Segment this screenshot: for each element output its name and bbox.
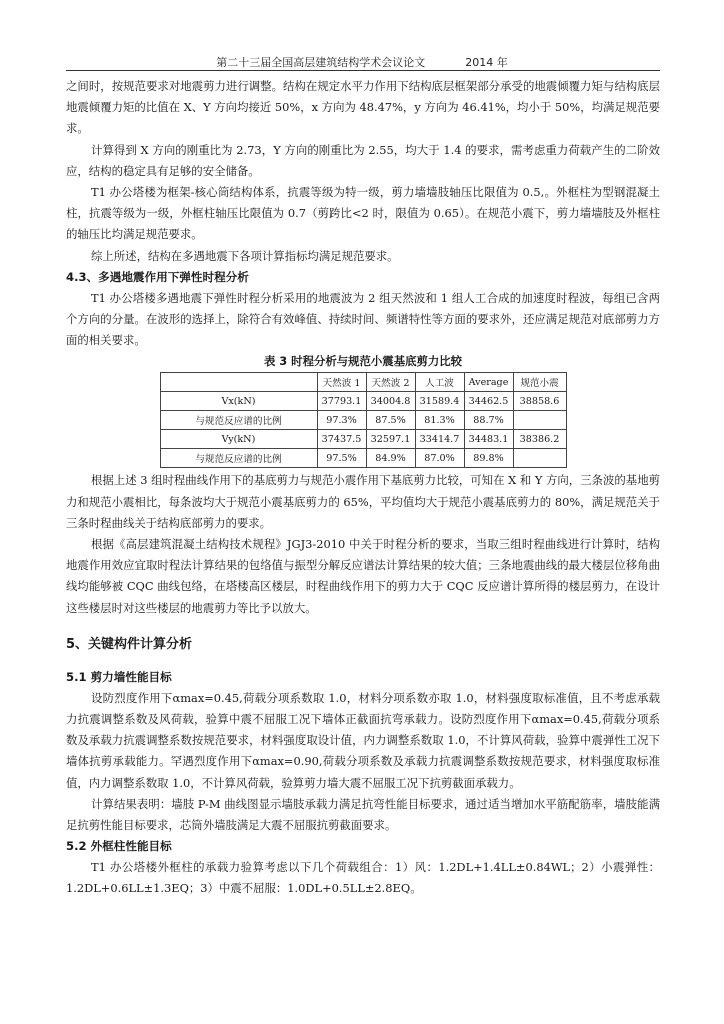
table-header-cell: 天然波 1 [317,373,366,392]
running-header [0,54,724,70]
table-header-cell: 天然波 2 [366,373,415,392]
table-cell [513,411,566,430]
table-cell: Vx(kN) [160,392,317,411]
table-cell: 与规范反应谱的比例 [160,449,317,468]
header-title: 第二十三届全国高层建筑结构学术会议论文 [216,56,426,69]
table-header-cell: 人工波 [415,373,464,392]
table-cell: 38858.6 [513,392,566,411]
table-cell: 33414.7 [415,430,464,449]
table-cell: 89.8% [464,449,513,468]
table-cell: 34483.1 [464,430,513,449]
section-heading-5-1: 5.1 剪力墙性能目标 [66,669,172,684]
header-year: 2014 年 [465,56,508,69]
table-row [160,430,566,449]
table-cell: 38386.2 [513,430,566,449]
table-cell: 87.0% [415,449,464,468]
table-row [160,392,566,411]
paragraph: T1 办公塔楼为框架-核心筒结构体系，抗震等级为特一级，剪力墙墙肢轴压比限值为 0.5,。外框柱为型钢混凝土柱，抗震等级为一级，外框柱轴压比限值为 0.7（剪跨比<2 时，限值为 0.65）。在规范小震下，剪力墙墙肢及外框柱的轴压比均满足规范要求。 [66,185,660,242]
table-header-cell: Average [464,373,513,392]
paragraph: T1 办公塔楼外框柱的承载力验算考虑以下几个荷载组合：1）风：1.2DL+1.4LL±0.84WL；2）小震弹性：1.2DL+0.6LL±1.3EQ；3）中震不屈服：1.0DL+0.5LL±2.8EQ。 [66,860,660,896]
table-cell: 32597.1 [366,430,415,449]
section-heading-5-2: 5.2 外框柱性能目标 [66,839,172,854]
table-caption: 表 3 时程分析与规范小震基底剪力比较 [263,354,463,369]
table-header-cell: 规范小震 [513,373,566,392]
paragraph: 综上所述，结构在多遇地震下各项计算指标均满足规范要求。 [91,248,399,263]
table-cell: 34004.8 [366,392,415,411]
paragraph: 计算得到 X 方向的刚重比为 2.73，Y 方向的刚重比为 2.55，均大于 1.4 的要求，需考虑重力荷载产生的二阶效应，结构的稳定具有足够的安全储备。 [66,142,660,178]
table-cell [513,449,566,468]
table-cell: 87.5% [366,411,415,430]
table-cell: 97.3% [317,411,366,430]
paragraph: 设防烈度作用下αmax=0.45,荷载分项系数取 1.0，材料分项系数亦取 1.0，材料强度取标准值，且不考虑承载力抗震调整系数及风荷载，验算中震不屈服工况下墙体正截面抗弯承载力。设防烈度作用下αmax=0.45,荷载分项系数及承载力抗震调整系数按规范要求，材料强度取设计值，内力调整系数取 1.0，不计算风荷载，验算中震弹性工况下墙体抗剪承载能力。罕遇烈度作用下αmax=0.90,荷载分项系数及承载力抗震调整系数按规范要求，材料强度取标准值，内力调整系数取 1.0，不计算风荷载，验算剪力墙大震不屈服工况下抗剪截面承载力。 [66,690,660,790]
table-header-row [160,373,566,392]
table-cell: 37437.5 [317,430,366,449]
paragraph: 计算结果表明：墙肢 P-M 曲线图显示墙肢承载力满足抗弯性能目标要求，通过适当增加水平筋配筋率，墙肢能满足抗剪性能目标要求，芯筒外墙肢满足大震不屈服抗剪截面要求。 [66,796,660,833]
table-row [160,449,566,468]
table-cell: 31589.4 [415,392,464,411]
paragraph: 根据上述 3 组时程曲线作用下的基底剪力与规范小震作用下基底剪力比较，可知在 X 和 Y 方向，三条波的基地剪力和规范小震相比，每条波均大于规范小震基底剪力的 65%，平均值均大于规范小震基底剪力的 80%，满足规范关于三条时程曲线关于结构底部剪力的要求。 [66,473,660,530]
table-cell: 88.7% [464,411,513,430]
table-cell: 97.5% [317,449,366,468]
paragraph: T1 办公塔楼多遇地震下弹性时程分析采用的地震波为 2 组天然波和 1 组人工合成的加速度时程波，每组已含两个方向的分量。在波形的选择上，除符合有效峰值、持续时间、频谱特性等方面的要求外，还应满足规范对底部剪力方面的相关要求。 [66,290,660,348]
table-row [160,411,566,430]
table-cell: 84.9% [366,449,415,468]
table-cell: 37793.1 [317,392,366,411]
section-heading-4-3: 4.3、多遇地震作用下弹性时程分析 [66,269,249,284]
section-heading-5: 5、关键构件计算分析 [66,636,193,652]
page-body [66,76,660,900]
table-cell: Vy(kN) [160,430,317,449]
comparison-table [160,372,567,468]
table-cell: 81.3% [415,411,464,430]
table-cell: 与规范反应谱的比例 [160,411,317,430]
table-cell: 34462.5 [464,392,513,411]
table-header-cell [160,373,317,392]
header-rule [66,70,660,71]
paragraph: 根据《高层建筑混凝土结构技术规程》JGJ3-2010 中关于时程分析的要求，当取三组时程曲线进行计算时，结构地震作用效应宜取时程法计算结果的包络值与振型分解反应谱法计算结果的较大值；三条地震曲线的最大楼层位移角曲线均能够被 CQC 曲线包络，在塔楼高区楼层，时程曲线作用下的剪力大于 CQC 反应谱计算所得的楼层剪力，在设计这些楼层时对这些楼层的地震剪力等比予以放大。 [66,537,660,615]
paragraph: 之间时，按规范要求对地震剪力进行调整。结构在规定水平力作用下结构底层框架部分承受的地震倾覆力矩与结构底层地震倾覆力矩的比值在 X、Y 方向均接近 50%，x 方向为 48.47%，y 方向为 46.41%，均小于 50%，均满足规范要求。 [66,79,660,136]
